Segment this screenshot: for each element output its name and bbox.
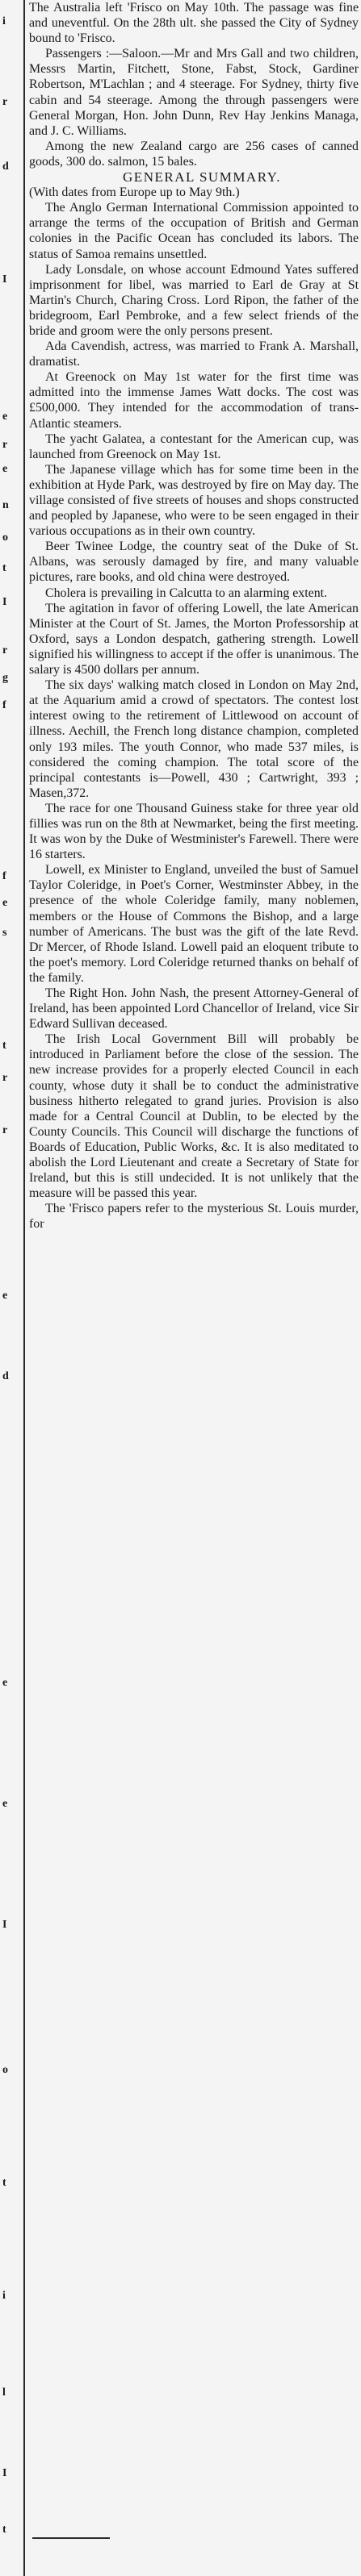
margin-fragment: r: [2, 1124, 8, 1136]
margin-fragment: r: [2, 439, 8, 451]
margin-fragment: e: [2, 897, 8, 909]
margin-fragment: s: [2, 927, 7, 939]
margin-fragment: f: [2, 870, 6, 882]
margin-fragment: l: [2, 2386, 6, 2399]
margin-fragment: t: [2, 562, 6, 574]
bottom-rule: [32, 2537, 110, 2539]
margin-fragment: r: [2, 96, 8, 108]
margin-fragment: r: [2, 1072, 8, 1084]
cargo-paragraph: Among the new Zealand cargo are 256 cases of canned goods, 300 do. salmon, 15 bales.: [29, 139, 359, 169]
margin-fragment: r: [2, 644, 8, 657]
news-item: The 'Frisco papers refer to the mysterious St. Louis murder, for: [29, 1202, 359, 1232]
margin-fragment: I: [2, 596, 7, 608]
margin-fragment: i: [2, 2290, 6, 2302]
news-item: Ada Cavendish, actress, was married to Frank A. Marshall, dramatist.: [29, 340, 359, 369]
margin-fragment: e: [2, 411, 8, 423]
passengers-paragraph: Passengers :—Saloon.—Mr and Mrs Gall and two children, Messrs Martin, Fitchett, Stone, Fabst, Stock, Gardiner Robertson, M'Lachlan ; and 4 steerage. For Sydney, thirty five cabin and 54 steerage. Among the through passengers were General Morgan, Hon. John Dunn, Rev Hay Jenkins Managa, and J. C. Williams.: [29, 47, 359, 138]
news-item: Lowell, ex Minister to England, unveiled the bust of Samuel Taylor Coleridge, in Poet's Corner, Westminster Abbey, in the presence of the whole Coleridge family, many noblemen, members or the House of Commons the Bishop, and a large number of Americans. The bust was the gift of the late Revd. Dr Mercer, of Rhode Island. Lowell paid an eloquent tribute to the poet's memory. Lord Coleridge returned thanks on behalf of the family.: [29, 863, 359, 985]
margin-fragment: t: [2, 2177, 6, 2189]
margin-fragment: o: [2, 531, 8, 544]
news-item: The race for one Thousand Guiness stake for three year old fillies was run on the 8th at Newmarket, being the first meeting. It was won by the Duke of Westminister's Farewell. There were 16 starters.: [29, 801, 359, 862]
margin-fragment: d: [2, 160, 9, 173]
news-item: At Greenock on May 1st water for the first time was admitted into the immense James Watt docks. The cost was £500,000. They intended for the accommodation of trans-Atlantic steamers.: [29, 370, 359, 431]
news-item: The Japanese village which has for some time been in the exhibition at Hyde Park, was destroyed by fire on May day. The village consisted of five streets of houses and shops constructed and peopled by Japanese, who were to be seen engaged in their various occupations as in their own country.: [29, 462, 359, 539]
news-item: The Right Hon. John Nash, the present Attorney-General of Ireland, has been appointed Lord Chancellor of Ireland, vice Sir Edward Sullivan deceased.: [29, 986, 359, 1032]
margin-fragment: e: [2, 1798, 8, 1810]
margin-fragment: n: [2, 499, 9, 511]
column-rule: [23, 0, 25, 2576]
news-item: Beer Twinee Lodge, the country seat of the Duke of St. Albans, was serously damaged by fire, and many valuable pictures, rare books, and old china were destroyed.: [29, 540, 359, 585]
margin-fragment: t: [2, 1040, 6, 1052]
margin-fragment: t: [2, 2524, 6, 2536]
news-item: The Anglo German International Commission appointed to arrange the terms of the occupation of British and German colonies in the Pacific Ocean has concluded its labors. The status of Samoa remains unsettled.: [29, 201, 359, 261]
news-item: The Irish Local Government Bill will probably be introduced in Parliament before the close of the session. The new increase provides for a properly elected Council in each county, whose duty it shall be to conduct the administrative business hitherto relegated to grand juries. Provision is also made for a Central Council at Dublin, to be elected by the County Councils. This Council will discharge the functions of Boards of Education, Public Works, &c. It is also meditated to abolish the Lord Lieutenant and create a Secretary of State for Ireland, but this is still undecided. It is not unlikely that the measure will be passed this year.: [29, 1032, 359, 1201]
article-column: [29, 0, 359, 2576]
general-summary-heading: GENERAL SUMMARY.: [123, 169, 281, 185]
adjacent-column-fragments: [0, 0, 21, 2576]
news-item: The agitation in favor of offering Lowell, the late American Minister at the Court of St. James, the Morton Professorship at Oxford, says a London despatch, gathering strength. Lowell signified his willingness to accept if the offer is unanimous. The salary is 4500 dollars per annum.: [29, 601, 359, 677]
margin-fragment: I: [2, 1919, 7, 1931]
margin-fragment: e: [2, 463, 8, 475]
margin-fragment: e: [2, 1290, 8, 1302]
margin-fragment: I: [2, 2467, 7, 2479]
news-item: Lady Lonsdale, on whose account Edmound Yates suffered imprisonment for libel, was married to Earl de Gray at St Martin's Church, Charing Cross. Lord Ripon, the father of the bridegroom, Earl Pembroke, and a few select friends of the bride and groom were the only persons present.: [29, 262, 359, 338]
news-item: The yacht Galatea, a contestant for the American cup, was launched from Greenock on May 1st.: [29, 431, 359, 461]
summary-dates: (With dates from Europe up to May 9th.): [29, 185, 240, 200]
news-item: The six days' walking match closed in London on May 2nd, at the Aquarium amid a crowd of spectators. The contest lost interest owing to the retirement of Littlewood on account of illness. Aechill, the French long distance champion, completed only 193 miles. The youth Connor, who made 537 miles, is considered the coming champion. The total score of the principal contestants is—Powell, 430 ; Cartwright, 393 ; Masen,372.: [29, 678, 359, 800]
margin-fragment: g: [2, 672, 8, 684]
margin-fragment: d: [2, 1370, 9, 1382]
news-item: Cholera is prevailing in Calcutta to an alarming extent.: [45, 586, 328, 600]
margin-fragment: e: [2, 1677, 8, 1689]
shipping-news-paragraph: The Australia left 'Frisco on May 10th. The passage was fine and uneventful. On the 28th ult. she passed the City of Sydney bound to 'Frisco.: [29, 1, 359, 46]
margin-fragment: i: [2, 15, 6, 27]
margin-fragment: f: [2, 699, 6, 711]
margin-fragment: o: [2, 2064, 8, 2076]
margin-fragment: I: [2, 273, 7, 286]
